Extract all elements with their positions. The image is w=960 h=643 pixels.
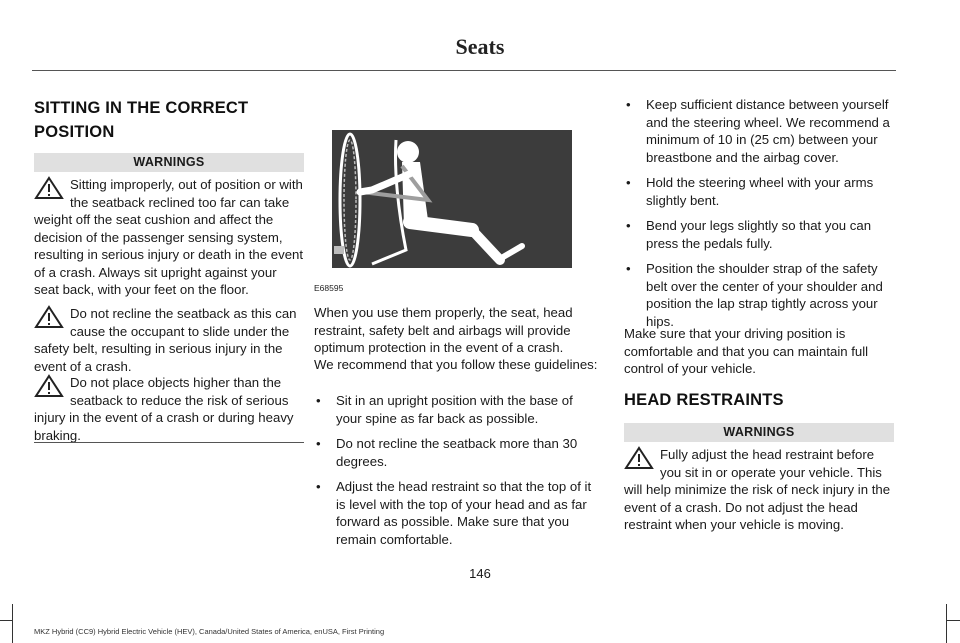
header-rule	[32, 70, 896, 71]
warnings-bar: WARNINGS	[624, 423, 894, 442]
page-number: 146	[469, 566, 491, 581]
warning-text: Sitting improperly, out of position or with the seatback reclined too far can take weight off the seat cushion and affect the decision of the passenger sensing system, resulting in serious injury or death in the event of a crash. Always sit upright against your seat back, with your feet on the floor.	[34, 177, 304, 297]
guidelines-bullets-col2	[314, 392, 601, 556]
figure-id-label: E68595	[314, 283, 344, 293]
list-item-text: Keep sufficient distance between yourself and the steering wheel. We recommend a minimum of 10 in (25 cm) between your breastbone and the airbag cover.	[646, 97, 890, 165]
list-item-text: Adjust the head restraint so that the top of it is level with the top of your head and as far forward as possible. Make sure that you remain comfortable.	[336, 479, 592, 547]
warning-triangle-icon	[34, 374, 66, 400]
bullet-glyph: •	[316, 436, 321, 451]
warning-triangle-icon	[34, 176, 66, 202]
warning-text: Do not place objects higher than the seatback to reduce the risk of serious injury in the event of a crash or during heavy braking.	[34, 375, 294, 443]
warning-text: Fully adjust the head restraint before you sit in or operate your vehicle. This will help minimize the risk of neck injury in the event of a crash. Do not adjust the head restraint when your vehicle is moving.	[624, 447, 891, 532]
warning-block	[34, 374, 304, 444]
warning-text: Do not recline the seatback as this can cause the occupant to slide under the safety belt, resulting in serious injury in the event of a crash.	[34, 306, 297, 374]
section-heading-head-restraints: HEAD RESTRAINTS	[624, 391, 784, 409]
list-item	[624, 96, 894, 166]
section-heading-line-1: SITTING IN THE CORRECT	[34, 99, 249, 117]
seating-position-illustration	[332, 130, 572, 268]
bullet-glyph: •	[316, 479, 321, 494]
guidelines-closing: Make sure that your driving position is comfortable and that you can maintain full control of your vehicle.	[624, 326, 869, 376]
bullet-glyph: •	[626, 97, 631, 112]
list-item-text: Hold the steering wheel with your arms slightly bent.	[646, 175, 874, 208]
warning-block	[34, 305, 304, 375]
bullet-glyph: •	[626, 261, 631, 276]
page-title: Seats	[455, 34, 505, 59]
warning-block	[624, 446, 894, 534]
list-item	[314, 478, 601, 548]
crop-mark	[0, 620, 12, 621]
crop-mark	[12, 604, 13, 643]
crop-mark	[946, 604, 947, 643]
section-heading-sitting	[34, 96, 304, 144]
warning-block	[34, 176, 304, 299]
bullet-glyph: •	[626, 175, 631, 190]
bullet-glyph: •	[316, 393, 321, 408]
guidelines-recommend: We recommend that you follow these guidelines:	[314, 357, 598, 372]
crop-mark	[947, 620, 960, 621]
guidelines-intro: When you use them properly, the seat, head restraint, safety belt and airbags will provide optimum protection in the event of a crash.	[314, 305, 573, 355]
warning-triangle-icon	[624, 446, 656, 472]
bullet-glyph: •	[626, 218, 631, 233]
footer-note: MKZ Hybrid (CC9) Hybrid Electric Vehicle (HEV), Canada/United States of America, enUSA, First Printing	[34, 627, 385, 636]
guidelines-bullets-col3	[624, 96, 894, 338]
list-item-text: Bend your legs slightly so that you can press the pedals fully.	[646, 218, 872, 251]
warning-triangle-icon	[34, 305, 66, 331]
list-item-text: Position the shoulder strap of the safety belt over the center of your shoulder and position the lap strap tightly across your hips.	[646, 261, 883, 329]
list-item	[314, 392, 601, 427]
list-item-text: Sit in an upright position with the base of your spine as far back as possible.	[336, 393, 573, 426]
section-heading-line-2: POSITION	[34, 123, 115, 141]
list-item	[624, 260, 894, 330]
warnings-end-rule	[34, 442, 304, 443]
list-item	[624, 174, 894, 209]
list-item-text: Do not recline the seatback more than 30 degrees.	[336, 436, 578, 469]
warnings-bar: WARNINGS	[34, 153, 304, 172]
list-item	[314, 435, 601, 470]
list-item	[624, 217, 894, 252]
